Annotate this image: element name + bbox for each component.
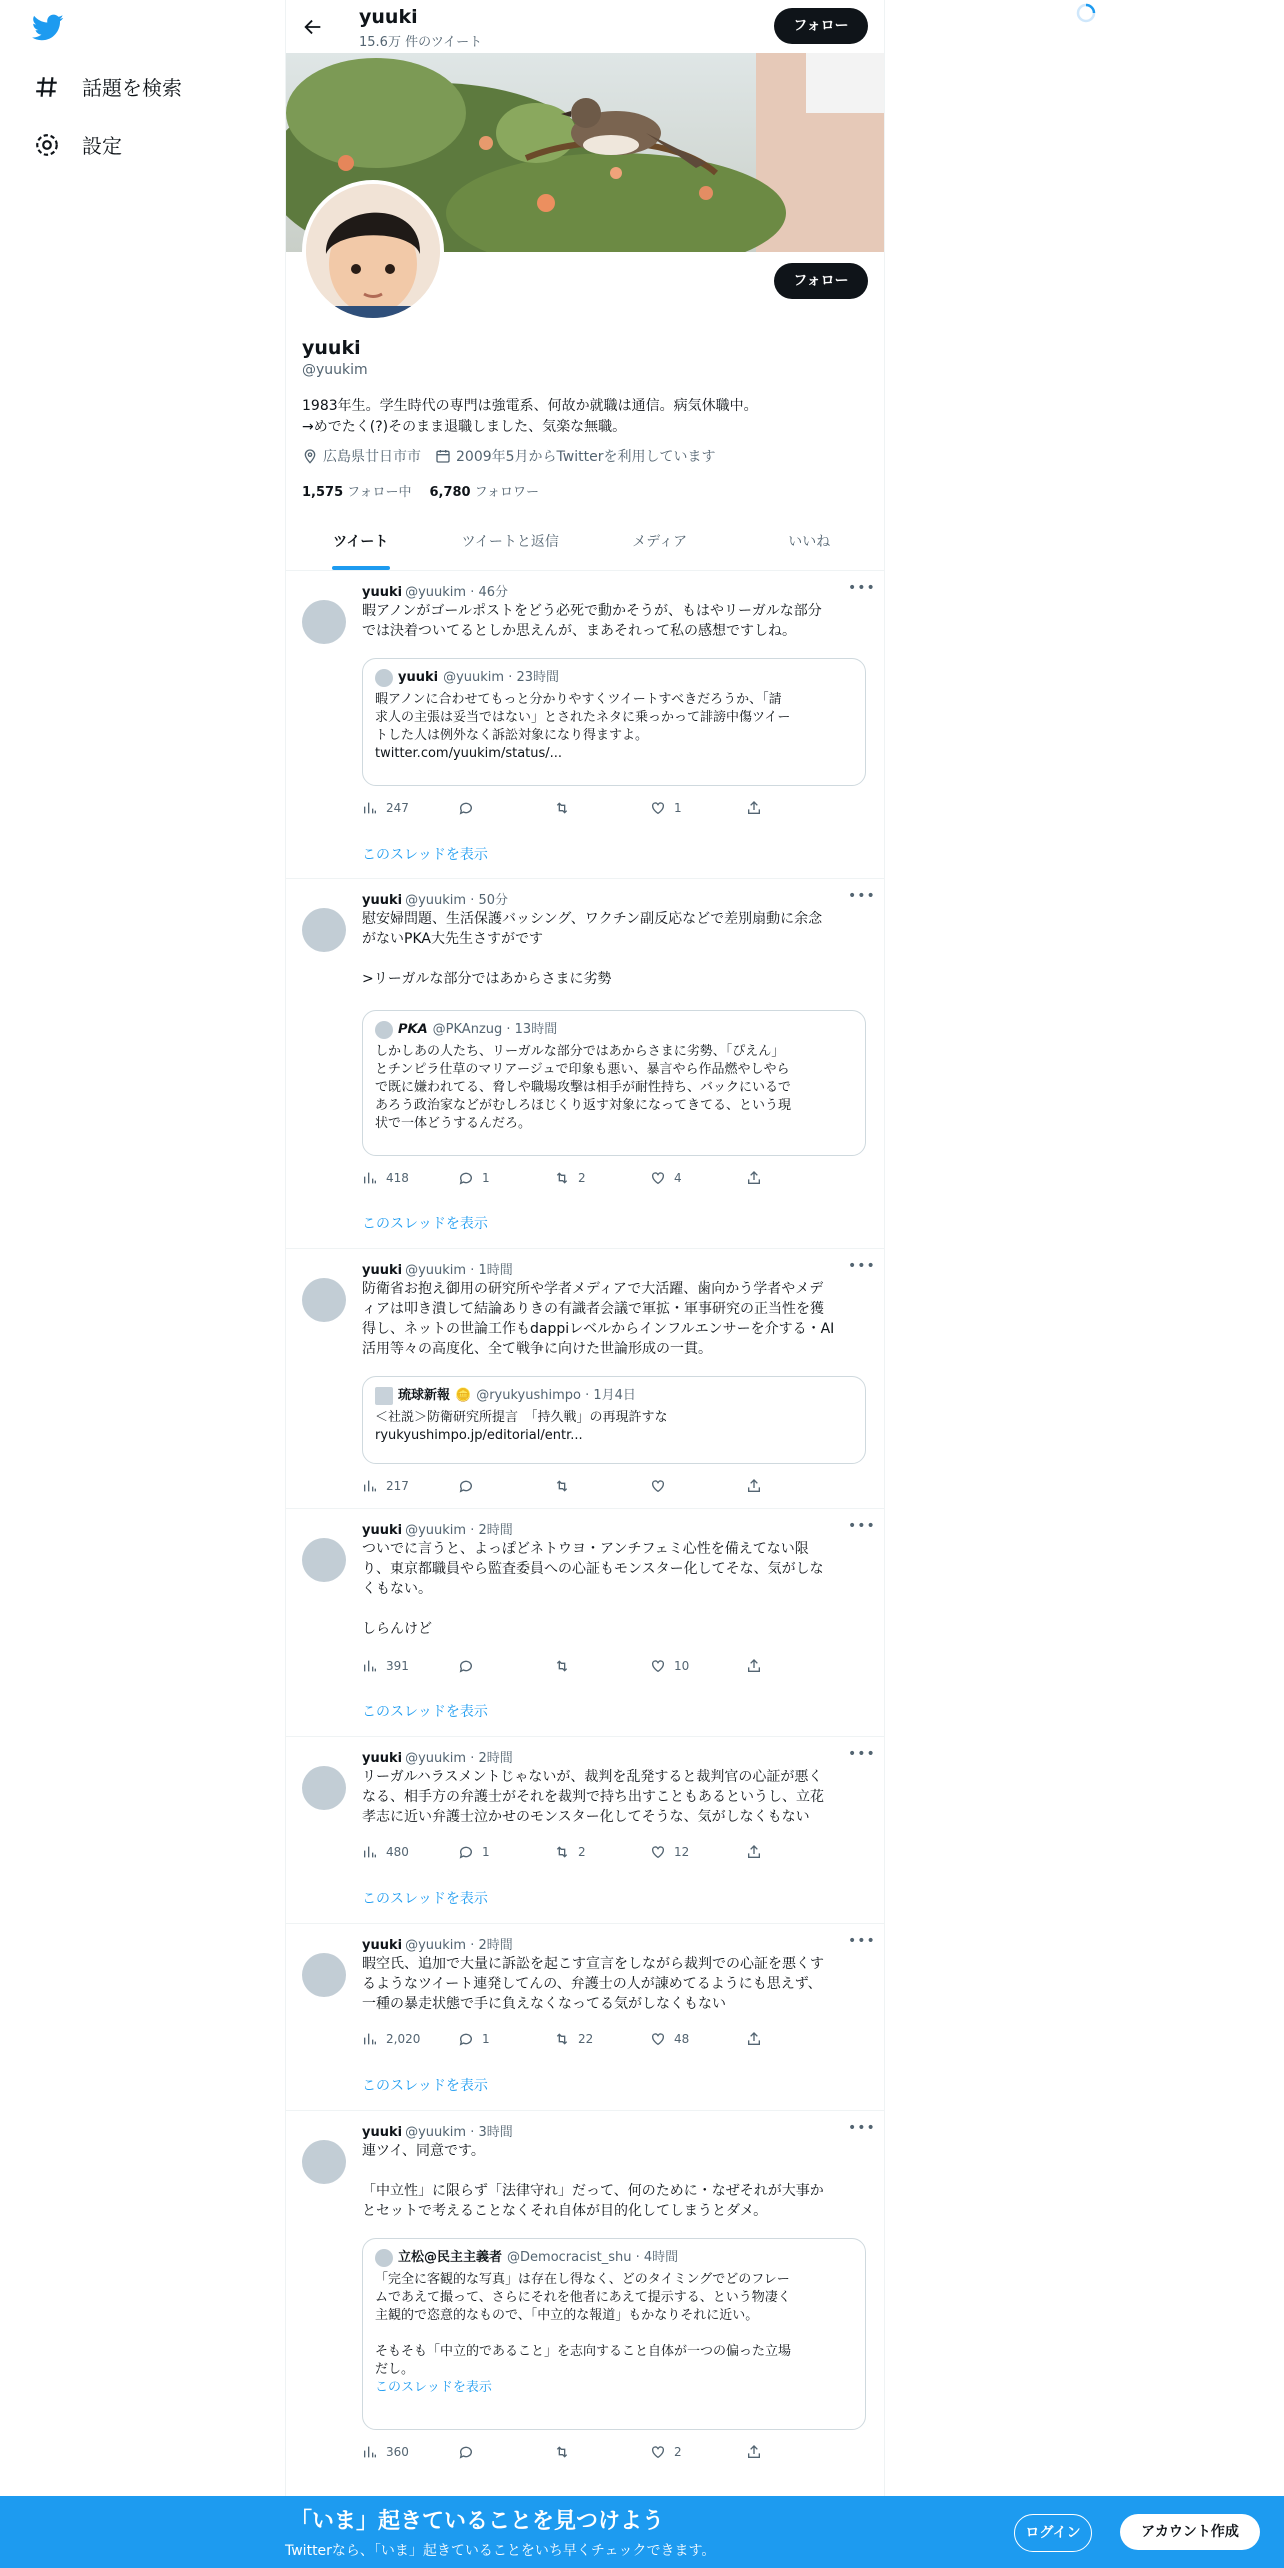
reply-button[interactable] xyxy=(458,2031,554,2047)
quoted-tweet[interactable] xyxy=(362,1010,866,1156)
tweet-actions xyxy=(362,1170,842,1186)
reply-button[interactable] xyxy=(458,1170,554,1186)
tweet[interactable] xyxy=(286,1923,884,2111)
like-count: 2 xyxy=(674,2445,682,2459)
hash-icon xyxy=(34,74,60,100)
nav-settings[interactable] xyxy=(34,130,122,159)
like-button[interactable] xyxy=(650,1844,746,1860)
quoted-tweet-header xyxy=(375,2249,853,2267)
quoted-meta: @Democracist_shu · 4時間 xyxy=(507,2250,679,2265)
tweet[interactable] xyxy=(286,1508,884,1737)
tweet-header xyxy=(362,2121,513,2140)
retweet-icon xyxy=(554,1844,570,1860)
quoted-tweet-header xyxy=(375,669,853,687)
quoted-avatar xyxy=(375,669,393,687)
tweet-meta: @yuukim · 2時間 xyxy=(405,1523,513,1538)
views-count: 391 xyxy=(386,1659,409,1673)
quoted-text: 「完全に客観的な写真」は存在し得なく、どのタイミングでどのフレー ムであえて撮って、さらにそれを他者にあえて提示する、という物凄く 主観的で恣意的なもので、「中立的な報道」もかなりそれに近い。 そもそも「中立的であること」を志向すること自体が一つの偏った立場 だし。 xyxy=(375,2272,792,2377)
profile-location xyxy=(302,446,421,466)
signup-bar xyxy=(0,2496,1284,2568)
tweet-author[interactable]: yuuki xyxy=(362,1751,403,1766)
heart-icon xyxy=(650,1478,666,1494)
tweet-header xyxy=(362,581,508,600)
quoted-meta: @PKAnzug · 13時間 xyxy=(432,1022,558,1037)
retweet-icon xyxy=(554,1478,570,1494)
profile-meta xyxy=(302,446,715,466)
like-button[interactable] xyxy=(650,2444,746,2460)
like-count: 4 xyxy=(674,1171,682,1185)
profile-joined xyxy=(435,446,715,466)
tweet-header xyxy=(362,1259,513,1278)
quoted-meta: @yuukim · 23時間 xyxy=(443,670,560,685)
tweet[interactable] xyxy=(286,1248,884,1509)
quoted-meta: @ryukyushimpo · 1月4日 xyxy=(476,1388,636,1403)
share-button[interactable] xyxy=(746,800,842,816)
reply-icon xyxy=(458,2031,474,2047)
location-pin-icon xyxy=(302,448,318,464)
tweet-header xyxy=(362,889,508,908)
profile-follow-counts xyxy=(302,481,539,500)
tweet-text: 慰安婦問題、生活保護バッシング、ワクチン副反応などで差別扇動に余念 がないPKA大先生さすがです >リーガルな部分ではあからさまに劣勢 xyxy=(362,911,823,987)
tweet-meta: @yuukim · 50分 xyxy=(405,893,509,908)
tweet-text: 暇アノンがゴールポストをどう必死で動かそうが、もはやリーガルな部分 では決着ついてるとしか思えんが、まあそれって私の感想ですしね。 xyxy=(362,603,822,639)
signup-bar-subtitle: Twitterなら、「いま」起きていることをいち早くチェックできます。 xyxy=(285,2543,716,2559)
more-options-icon[interactable]: ••• xyxy=(848,1933,876,1949)
views-button[interactable] xyxy=(362,2444,458,2460)
show-thread-link[interactable]: このスレッドを表示 xyxy=(362,2078,488,2094)
tweet-text: ついでに言うと、よっぽどネトウヨ・アンチフェミ心性を備えてない限 り、東京都職員やら監査委員への心証もモンスター化してそな、気がしな くもない。 しらんけど xyxy=(362,1541,824,1637)
tweet-avatar[interactable] xyxy=(302,1766,346,1810)
header-follow-button[interactable]: フォロー xyxy=(774,8,868,44)
retweet-button[interactable] xyxy=(554,1478,650,1494)
quoted-author: yuuki xyxy=(398,670,439,685)
tab-media[interactable]: メディア xyxy=(632,534,688,550)
following-label: フォロー中 xyxy=(347,485,412,500)
tweet-actions xyxy=(362,1844,842,1860)
like-button[interactable] xyxy=(650,1478,746,1494)
share-icon xyxy=(746,1478,762,1494)
tab-likes[interactable]: いいね xyxy=(788,534,831,550)
tweet[interactable] xyxy=(286,2110,884,2497)
retweet-button[interactable] xyxy=(554,1170,650,1186)
verified-badge-icon: 🪙 xyxy=(455,1388,472,1403)
quoted-avatar xyxy=(375,1021,393,1039)
tab-tweets-replies[interactable]: ツイートと返信 xyxy=(461,534,559,550)
views-icon xyxy=(362,2031,378,2047)
share-icon xyxy=(746,2444,762,2460)
main-column xyxy=(285,0,885,2568)
views-count: 418 xyxy=(386,1171,409,1185)
followers-link[interactable] xyxy=(429,481,538,500)
views-count: 480 xyxy=(386,1845,409,1859)
tweet-actions xyxy=(362,2444,842,2460)
reply-button[interactable] xyxy=(458,1478,554,1494)
like-button[interactable] xyxy=(650,2031,746,2047)
nav-settings-label: 設定 xyxy=(82,134,122,158)
views-icon xyxy=(362,1658,378,1674)
quoted-text: しかしあの人たち、リーガルな部分ではあからさまに劣勢、「ぴえん」 とチンピラ仕草のマリアージュで印象も悪い、暴言やら作品燃やしやら で既に嫌われてる、脅しや職場攻撃は相手が耐性持ち、バックにいるで あろう政治家などがむしろほじくり返す対象になってきてる、という現 状で一体どうするんだろ。 xyxy=(375,1044,792,1131)
back-arrow-icon[interactable] xyxy=(302,16,324,38)
profile-location-text: 広島県廿日市市 xyxy=(323,449,421,465)
tweet-avatar[interactable] xyxy=(302,2140,346,2184)
profile-follow-button[interactable]: フォロー xyxy=(774,263,868,299)
reply-button[interactable] xyxy=(458,800,554,816)
tweet-author[interactable]: yuuki xyxy=(362,1523,403,1538)
reply-button[interactable] xyxy=(458,2444,554,2460)
calendar-icon xyxy=(435,448,451,464)
like-count: 48 xyxy=(674,2032,690,2046)
show-thread-link[interactable]: このスレッドを表示 xyxy=(362,1891,488,1907)
more-options-icon[interactable]: ••• xyxy=(848,1258,876,1274)
retweet-button[interactable] xyxy=(554,2031,650,2047)
tab-tweets[interactable]: ツイート xyxy=(286,522,436,570)
views-button[interactable] xyxy=(362,2031,458,2047)
profile-handle: @yuukim xyxy=(302,362,368,378)
quoted-text: 暇アノンに合わせてもっと分かりやすくツイートすべきだろうか、「請 求人の主張は妥当ではない」とされたネタに乗っかって誹謗中傷ツイー トした人は例外なく訴訟対象になり得ますよ。 xyxy=(375,692,791,743)
tweet-author[interactable]: yuuki xyxy=(362,2125,403,2140)
tweet-author[interactable]: yuuki xyxy=(362,1938,403,1953)
retweet-icon xyxy=(554,2444,570,2460)
quoted-tweet-header xyxy=(375,1387,853,1405)
tweet-avatar[interactable] xyxy=(302,1278,346,1322)
views-count: 2,020 xyxy=(386,2032,421,2046)
profile-bio: 1983年生。学生時代の専門は強電系、何故か就職は通信。病気休職中。 →めでたく(?)そのまま退職しました、気楽な無職。 xyxy=(302,398,758,435)
reply-button[interactable] xyxy=(458,1658,554,1674)
share-button[interactable] xyxy=(746,1478,842,1494)
quoted-avatar xyxy=(375,2249,393,2267)
header-tweet-count: 15.6万 件のツイート xyxy=(359,35,483,50)
retweet-button[interactable] xyxy=(554,800,650,816)
views-button[interactable] xyxy=(362,1844,458,1860)
reply-count: 1 xyxy=(482,2032,490,2046)
reply-button[interactable] xyxy=(458,1844,554,1860)
views-count: 360 xyxy=(386,2445,409,2459)
retweet-button[interactable] xyxy=(554,1844,650,1860)
retweet-icon xyxy=(554,800,570,816)
gear-icon xyxy=(34,132,60,158)
show-thread-link[interactable]: このスレッドを表示 xyxy=(362,1216,488,1232)
quoted-link[interactable]: twitter.com/yuukim/status/... xyxy=(375,746,563,761)
nav-explore-label: 話題を検索 xyxy=(82,76,182,100)
tweet-header xyxy=(362,1934,513,1953)
reply-icon xyxy=(458,1844,474,1860)
tweet-actions xyxy=(362,1658,842,1674)
like-button[interactable] xyxy=(650,800,746,816)
show-thread-link[interactable]: このスレッドを表示 xyxy=(362,847,488,863)
heart-icon xyxy=(650,800,666,816)
share-icon xyxy=(746,1658,762,1674)
show-thread-link[interactable]: このスレッドを表示 xyxy=(362,1704,488,1720)
tweet-actions xyxy=(362,2031,842,2047)
tweet-meta: @yuukim · 46分 xyxy=(405,585,509,600)
views-button[interactable] xyxy=(362,1478,458,1494)
retweet-count: 2 xyxy=(578,1171,586,1185)
more-options-icon[interactable]: ••• xyxy=(848,2120,876,2136)
retweet-icon xyxy=(554,1658,570,1674)
views-count: 247 xyxy=(386,801,409,815)
tweet-meta: @yuukim · 1時間 xyxy=(405,1263,513,1278)
share-icon xyxy=(746,1844,762,1860)
tweet-text: 連ツイ、同意です。 「中立性」に限らず「法律守れ」だって、何のために・なぜそれが大事か とセットで考えることなくそれ自体が目的化してしまうとダメ。 xyxy=(362,2143,824,2219)
views-count: 217 xyxy=(386,1479,409,1493)
tweet-avatar[interactable] xyxy=(302,1953,346,1997)
heart-icon xyxy=(650,1658,666,1674)
signup-button[interactable]: アカウント作成 xyxy=(1120,2514,1260,2550)
quoted-avatar xyxy=(375,1387,393,1405)
share-button[interactable] xyxy=(746,1170,842,1186)
quoted-tweet[interactable] xyxy=(362,1376,866,1464)
profile-joined-text: 2009年5月からTwitterを利用しています xyxy=(456,449,716,465)
followers-label: フォロワー xyxy=(474,485,539,500)
following-link[interactable] xyxy=(302,481,411,500)
tweet-avatar[interactable] xyxy=(302,1538,346,1582)
quoted-tweet[interactable] xyxy=(362,2238,866,2430)
views-icon xyxy=(362,1170,378,1186)
tweet-actions xyxy=(362,1478,842,1494)
heart-icon xyxy=(650,1844,666,1860)
top-bar xyxy=(286,0,884,53)
header-name: yuuki xyxy=(359,6,418,28)
retweet-count: 22 xyxy=(578,2032,594,2046)
tweet[interactable] xyxy=(286,878,884,1249)
quoted-text: ＜社説＞防衛研究所提言 「持久戦」の再現許すな xyxy=(375,1410,668,1425)
tweet-author[interactable]: yuuki xyxy=(362,893,403,908)
views-button[interactable] xyxy=(362,800,458,816)
share-icon xyxy=(746,800,762,816)
twitter-logo-icon[interactable] xyxy=(32,14,64,42)
retweet-count: 2 xyxy=(578,1845,586,1859)
signup-bar-title: 「いま」起きていることを見つけよう xyxy=(290,2509,665,2534)
followers-count: 6,780 xyxy=(429,485,471,500)
more-options-icon[interactable]: ••• xyxy=(848,1746,876,1762)
reply-icon xyxy=(458,800,474,816)
reply-icon xyxy=(458,1478,474,1494)
views-icon xyxy=(362,1478,378,1494)
quoted-link[interactable]: ryukyushimpo.jp/editorial/entr... xyxy=(375,1428,583,1443)
tweet-author[interactable]: yuuki xyxy=(362,585,403,600)
reply-count: 1 xyxy=(482,1845,490,1859)
views-icon xyxy=(362,1844,378,1860)
heart-icon xyxy=(650,1170,666,1186)
retweet-icon xyxy=(554,2031,570,2047)
tweet-author[interactable]: yuuki xyxy=(362,1263,403,1278)
more-options-icon[interactable]: ••• xyxy=(848,1518,876,1534)
heart-icon xyxy=(650,2031,666,2047)
retweet-button[interactable] xyxy=(554,2444,650,2460)
tweet-meta: @yuukim · 2時間 xyxy=(405,1938,513,1953)
share-button[interactable] xyxy=(746,2031,842,2047)
quoted-tweet-header xyxy=(375,1021,853,1039)
tweet-text: リーガルハラスメントじゃないが、裁判を乱発すると裁判官の心証が悪く なる、相手方の弁護士がそれを裁判で持ち出すこともあるというし、立花 孝志に近い弁護士泣かせのモンスター化してそうな、気がしなくもない xyxy=(362,1769,824,1825)
profile-name: yuuki xyxy=(302,337,361,359)
retweet-icon xyxy=(554,1170,570,1186)
share-icon xyxy=(746,2031,762,2047)
tweet-meta: @yuukim · 3時間 xyxy=(405,2125,513,2140)
quoted-tweet[interactable] xyxy=(362,658,866,786)
reply-count: 1 xyxy=(482,1171,490,1185)
profile-tabs xyxy=(286,522,884,571)
tweet-text: 暇空氏、追加で大量に訴訟を起こす宣言をしながら裁判での心証を悪くす るようなツイート連発してんの、弁護士の人が諌めてるようにも思えず、 一種の暴走状態で手に負えなくなってる気がしなくもない xyxy=(362,1956,824,2012)
quoted-author: 𝙋𝙆𝘼 xyxy=(398,1022,428,1037)
tweet-meta: @yuukim · 2時間 xyxy=(405,1751,513,1766)
tweet-avatar[interactable] xyxy=(302,908,346,952)
profile-avatar[interactable] xyxy=(302,180,444,322)
nav-explore[interactable] xyxy=(34,72,182,101)
views-button[interactable] xyxy=(362,1170,458,1186)
tweet-header xyxy=(362,1519,513,1538)
tweet-avatar[interactable] xyxy=(302,600,346,644)
following-count: 1,575 xyxy=(302,485,344,500)
tweet-header xyxy=(362,1747,513,1766)
loading-spinner-icon xyxy=(1076,3,1096,23)
tweet-actions xyxy=(362,800,842,816)
views-icon xyxy=(362,800,378,816)
share-button[interactable] xyxy=(746,2444,842,2460)
share-button[interactable] xyxy=(746,1844,842,1860)
views-button[interactable] xyxy=(362,1658,458,1674)
more-options-icon[interactable]: ••• xyxy=(848,580,876,596)
tweet[interactable] xyxy=(286,570,884,879)
login-button[interactable]: ログイン xyxy=(1014,2514,1092,2552)
share-icon xyxy=(746,1170,762,1186)
heart-icon xyxy=(650,2444,666,2460)
reply-icon xyxy=(458,1170,474,1186)
like-button[interactable] xyxy=(650,1170,746,1186)
views-icon xyxy=(362,2444,378,2460)
tweet[interactable] xyxy=(286,1736,884,1924)
reply-icon xyxy=(458,2444,474,2460)
more-options-icon[interactable]: ••• xyxy=(848,888,876,904)
like-count: 10 xyxy=(674,1659,690,1673)
quoted-author: 立松@民主主義者 xyxy=(398,2250,503,2265)
quoted-show-thread-link[interactable]: このスレッドを表示 xyxy=(375,2380,492,2395)
like-button[interactable] xyxy=(650,1658,746,1674)
like-count: 12 xyxy=(674,1845,690,1859)
reply-icon xyxy=(458,1658,474,1674)
retweet-button[interactable] xyxy=(554,1658,650,1674)
quoted-author: 琉球新報 xyxy=(398,1388,451,1403)
share-button[interactable] xyxy=(746,1658,842,1674)
tweet-text: 防衛省お抱え御用の研究所や学者メディアで大活躍、歯向かう学者やメデ ィアは叩き潰して結論ありきの有識者会議で軍拡・軍事研究の正当性を獲 得し、ネットの世論工作もdappiレベルからインフルエンサーを介する・AI 活用等々の高度化、全て戦争に向けた世論形成の一貫。 xyxy=(362,1281,835,1357)
like-count: 1 xyxy=(674,801,682,815)
